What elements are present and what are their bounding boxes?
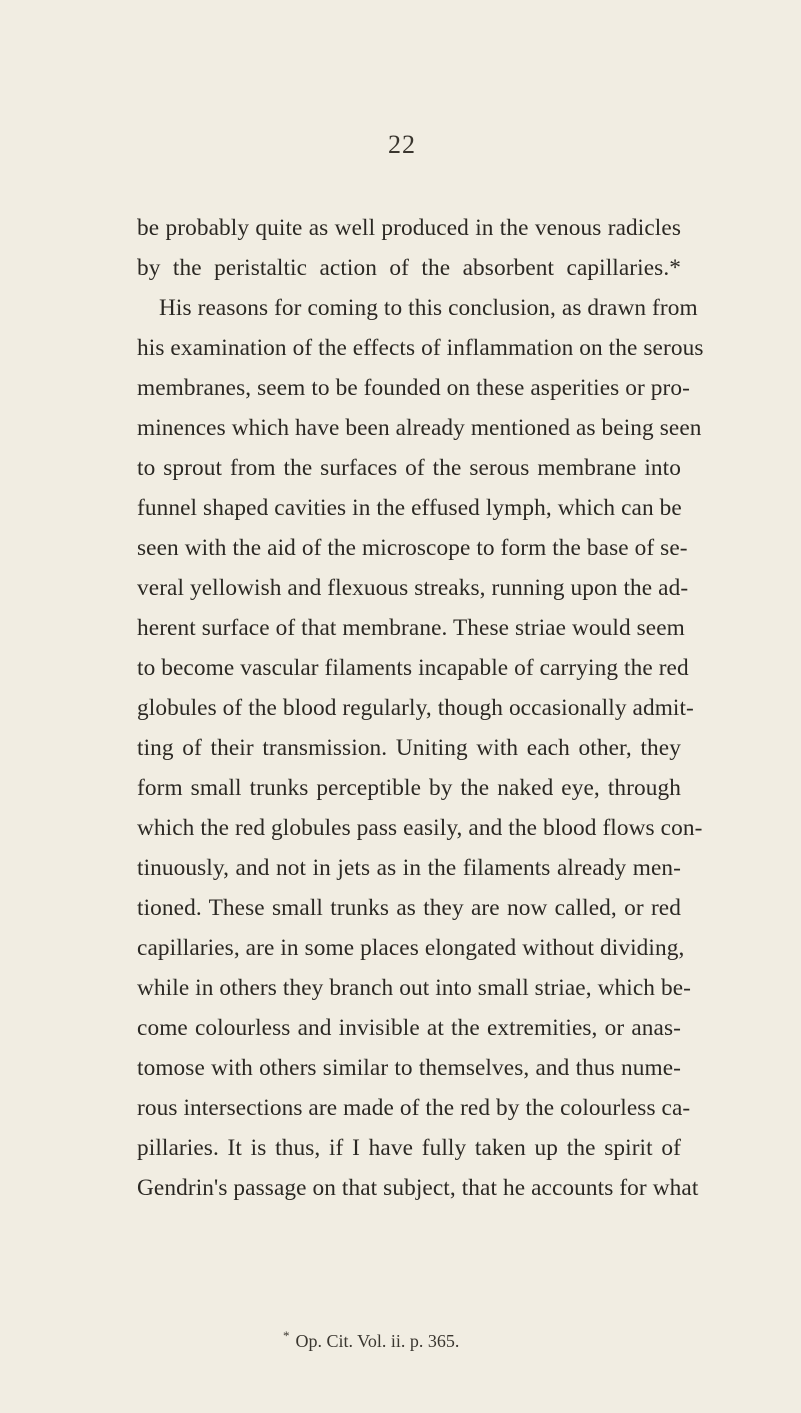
text-line: while in others they branch out into small striae, which be- — [137, 975, 691, 1001]
text-line: by the peristaltic action of the absorbent capillaries.* — [137, 255, 681, 281]
text-line: to become vascular filaments incapable of carrying the red — [137, 655, 689, 681]
text-line: to sprout from the surfaces of the serous membrane into — [137, 455, 681, 481]
text-line: membranes, seem to be founded on these asperities or pro- — [137, 375, 691, 401]
text-line: tioned. These small trunks as they are now called, or red — [137, 895, 681, 921]
text-line: be probably quite as well produced in the venous radicles — [137, 215, 681, 241]
footnote-marker: * — [283, 1328, 290, 1343]
text-line: his examination of the effects of inflammation on the serous — [137, 335, 704, 361]
text-line: seen with the aid of the microscope to form the base of se- — [137, 535, 688, 561]
text-line: minences which have been already mentioned as being seen — [137, 415, 702, 441]
text-line: form small trunks perceptible by the naked eye, through — [137, 775, 681, 801]
text-line: rous intersections are made of the red by the colourless ca- — [137, 1095, 691, 1121]
text-line: tomose with others similar to themselves, and thus nume- — [137, 1055, 681, 1081]
text-line: funnel shaped cavities in the effused lymph, which can be — [137, 495, 682, 521]
text-line: veral yellowish and flexuous streaks, running upon the ad- — [137, 575, 689, 601]
footnote-text: Op. Cit. Vol. ii. p. 365. — [295, 1331, 460, 1351]
text-line: pillaries. It is thus, if I have fully taken up the spirit of — [137, 1135, 681, 1161]
text-line: come colourless and invisible at the extremities, or anas- — [137, 1015, 681, 1041]
text-line: globules of the blood regularly, though occasionally admit- — [137, 695, 694, 721]
text-line: capillaries, are in some places elongated without dividing, — [137, 935, 685, 961]
footnote — [283, 1322, 603, 1355]
text-line: tinuously, and not in jets as in the filaments already men- — [137, 855, 681, 881]
page-number: 22 — [388, 130, 416, 159]
text-line: His reasons for coming to this conclusion, as drawn from — [159, 295, 698, 321]
text-line: herent surface of that membrane. These striae would seem — [137, 615, 685, 641]
text-line: Gendrin's passage on that subject, that he accounts for what — [137, 1175, 699, 1201]
text-line: ting of their transmission. Uniting with each other, they — [137, 735, 681, 761]
text-line: which the red globules pass easily, and the blood flows con- — [137, 815, 703, 841]
